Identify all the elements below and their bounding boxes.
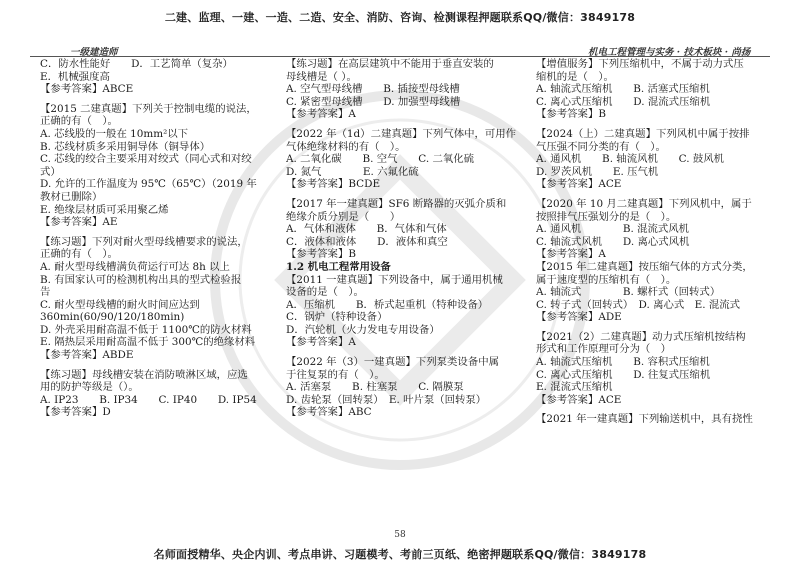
text-line: 【2020 年 10 月二建真题】下列风机中，属于 — [536, 197, 752, 210]
text-line: B. 芯线材质多采用铜导体（铜导体） — [40, 140, 211, 153]
text-line: A. 通风机 B. 轴流风机 C. 鼓风机 — [536, 153, 725, 166]
running-head-left: 一级建造师 — [70, 47, 118, 58]
text-line: 【参考答案】D — [40, 406, 111, 419]
text-line: E. 隔热层采用耐高温不低于 300℃的绝缘材料 — [40, 336, 256, 349]
text-line: A. 耐火型母线槽满负荷运行可达 8h 以上 — [40, 260, 230, 273]
text-line: A. 活塞泵 B. 柱塞泵 C. 隔膜泵 — [286, 381, 464, 394]
text-line: 【参考答案】AE — [40, 216, 118, 229]
text-line: 【2021 年一建真题】下列输送机中，具有挠性 — [536, 413, 753, 426]
top-banner: 二建、监理、一建、一造、二造、安全、消防、咨询、检测课程押题联系QQ/微信：3849178 — [164, 11, 636, 24]
text-line: C. 离心式压缩机 D. 混流式压缩机 — [536, 95, 711, 108]
text-line: D．汽轮机（火力发电专用设备） — [286, 323, 440, 336]
text-line: 【参考答案】B — [286, 248, 356, 261]
text-line: 【2015 年二建真题】按压缩气体的方式分类， — [536, 260, 753, 273]
text-line: B. 有国家认可的检测机构出具的型式检验报 — [40, 273, 242, 286]
spacer — [536, 406, 781, 413]
text-line: 于往复泵的有（ ）。 — [286, 368, 385, 381]
spacer — [536, 121, 781, 128]
text-line: C. 芯线的绞合主要采用对绞式（同心式和对绞 — [40, 153, 252, 166]
spacer — [40, 229, 285, 236]
text-line: E．机械强度高 — [40, 70, 110, 83]
text-line: 用的防护等级是（）。 — [40, 381, 139, 394]
text-line: D. 允许的工作温度为 95℃（65℃）（2019 年 — [40, 178, 257, 191]
text-line: A. 通风机 B. 混流式风机 — [536, 223, 690, 236]
text-line: 【2022 年（3）一建真题】下列泵类设备中属 — [286, 356, 499, 369]
column-right — [536, 58, 781, 426]
text-line: 气体绝缘材料的有（ ）。 — [286, 140, 406, 153]
text-line: 气压强不同分类的有（ ）。 — [536, 140, 666, 153]
text-line: E. 绝缘层材质可采用聚乙烯 — [40, 203, 169, 216]
text-line: 【参考答案】ABCE — [40, 83, 134, 96]
spacer — [286, 349, 531, 356]
text-line: 绝缘介质分别是（ ） — [286, 210, 401, 223]
text-line: C. 耐火型母线槽的耐火时间应达到 — [40, 298, 200, 311]
text-line: D. 齿轮泵（回转泵） E. 叶片泵（回转泵） — [286, 393, 487, 406]
spacer — [40, 96, 285, 103]
text-line: A. 空气型母线槽 B. 插接型母线槽 — [286, 83, 460, 96]
text-line: 360min(60/90/120/180min) — [40, 311, 185, 324]
spacer — [40, 362, 285, 369]
text-line: A. 轴流式 B. 螺杆式（回转式） — [536, 286, 721, 299]
text-line: 【2021（2）二建真题】动力式压缩机按结构 — [536, 330, 746, 343]
text-line: 正确的有（ ）。 — [40, 248, 118, 261]
text-line: A. 轴流式压缩机 B. 容积式压缩机 — [536, 356, 710, 369]
text-line: 【参考答案】B — [536, 108, 606, 121]
text-line: 【参考答案】BCDE — [286, 178, 381, 191]
text-line: A. 芯线股的一般在 10mm²以下 — [40, 127, 189, 140]
text-line: 式） — [40, 165, 61, 178]
text-line: 教材已删除） — [40, 190, 103, 203]
running-head-right: 机电工程管理与实务 · 技术板块 · 尚扬 — [588, 47, 751, 58]
text-line: 告 — [40, 286, 51, 299]
text-line: A．压缩机 B．桥式起重机（特种设备） — [286, 298, 489, 311]
spacer — [286, 121, 531, 128]
text-line: 【参考答案】A — [286, 336, 356, 349]
spacer — [536, 324, 781, 331]
text-line: A. IP23 B. IP34 C. IP40 D. IP54 — [40, 393, 257, 406]
page-number: 58 — [394, 530, 406, 540]
text-line: A．气体和液体 B．气体和气体 — [286, 223, 447, 236]
text-line: C. 紧密型母线槽 D. 加强型母线槽 — [286, 95, 461, 108]
text-line: 1.2 机电工程常用设备 — [286, 260, 391, 273]
text-line: 【练习题】下列对耐火型母线槽要求的说法， — [40, 235, 248, 248]
text-line: C. 轴流式风机 D. 离心式风机 — [536, 235, 690, 248]
text-line: 形式和工作原理可分为（ ） — [536, 343, 672, 356]
bottom-banner: 名师面授精华、央企内训、考点串讲、习题模考、考前三页纸、绝密押题联系QQ/微信：3849178 — [153, 548, 647, 561]
text-line: C．液体和液体 D．液体和真空 — [286, 235, 448, 248]
text-line: D. 外壳采用耐高温不低于 1100℃的防火材料 — [40, 323, 252, 336]
text-line: E. 混流式压缩机 — [536, 381, 613, 394]
text-line: 【参考答案】A — [286, 108, 356, 121]
text-line: 缩机的是（ ）。 — [536, 70, 614, 83]
text-line: 【2017 年一建真题】SF6 断路器的灭弧介质和 — [286, 197, 507, 210]
text-line: 设备的是（ ）。 — [286, 286, 364, 299]
header-rule — [30, 56, 770, 57]
text-line: 母线槽是（ ）。 — [286, 70, 357, 83]
text-line: C．防水性能好 D．工艺简单（复杂） — [40, 58, 233, 70]
text-line: 【2015 二建真题】下列关于控制电缆的说法， — [40, 102, 257, 115]
text-line: 按照排气压强划分的是（ ）。 — [536, 210, 677, 223]
text-line: C. 离心式压缩机 D. 往复式压缩机 — [536, 368, 711, 381]
text-line: 【参考答案】ADE — [536, 311, 622, 324]
text-line: 【2022 年（1d）二建真题】下列气体中，可用作 — [286, 127, 517, 140]
text-line: 【参考答案】A — [536, 248, 606, 261]
text-line: 【练习题】在高层建筑中不能用于垂直安装的 — [286, 58, 494, 70]
text-line: C. 转子式（回转式） D. 离心式 E. 混流式 — [536, 298, 740, 311]
text-line: C．锅炉（特种设备） — [286, 311, 388, 324]
column-middle — [286, 58, 531, 419]
text-line: 【练习题】母线槽安装在消防喷淋区域，应选 — [40, 368, 248, 381]
text-line: A. 轴流式压缩机 B. 活塞式压缩机 — [536, 83, 710, 96]
text-line: A. 二氧化碳 B. 空气 C. 二氧化硫 — [286, 153, 475, 166]
text-line: 正确的有（ ）。 — [40, 115, 118, 128]
text-line: 【参考答案】ACE — [536, 393, 622, 406]
text-line: 【增值服务】下列压缩机中，不属于动力式压 — [536, 58, 744, 70]
text-line: 【2024（上）二建真题】下列风机中属于按排 — [536, 127, 750, 140]
text-line: 【参考答案】ABC — [286, 406, 372, 419]
text-line: 【参考答案】ACE — [536, 178, 622, 191]
text-line: 【参考答案】ABDE — [40, 349, 134, 362]
text-line: D. 罗茨风机 E. 压气机 — [536, 165, 659, 178]
spacer — [286, 191, 531, 198]
text-line: 属于速度型的压缩机有（ ）。 — [536, 273, 677, 286]
column-left — [40, 58, 285, 419]
spacer — [536, 191, 781, 198]
text-line: D. 氮气 E. 六氟化硫 — [286, 165, 419, 178]
text-line: 【2011 一建真题】下列设备中，属于通用机械 — [286, 273, 503, 286]
